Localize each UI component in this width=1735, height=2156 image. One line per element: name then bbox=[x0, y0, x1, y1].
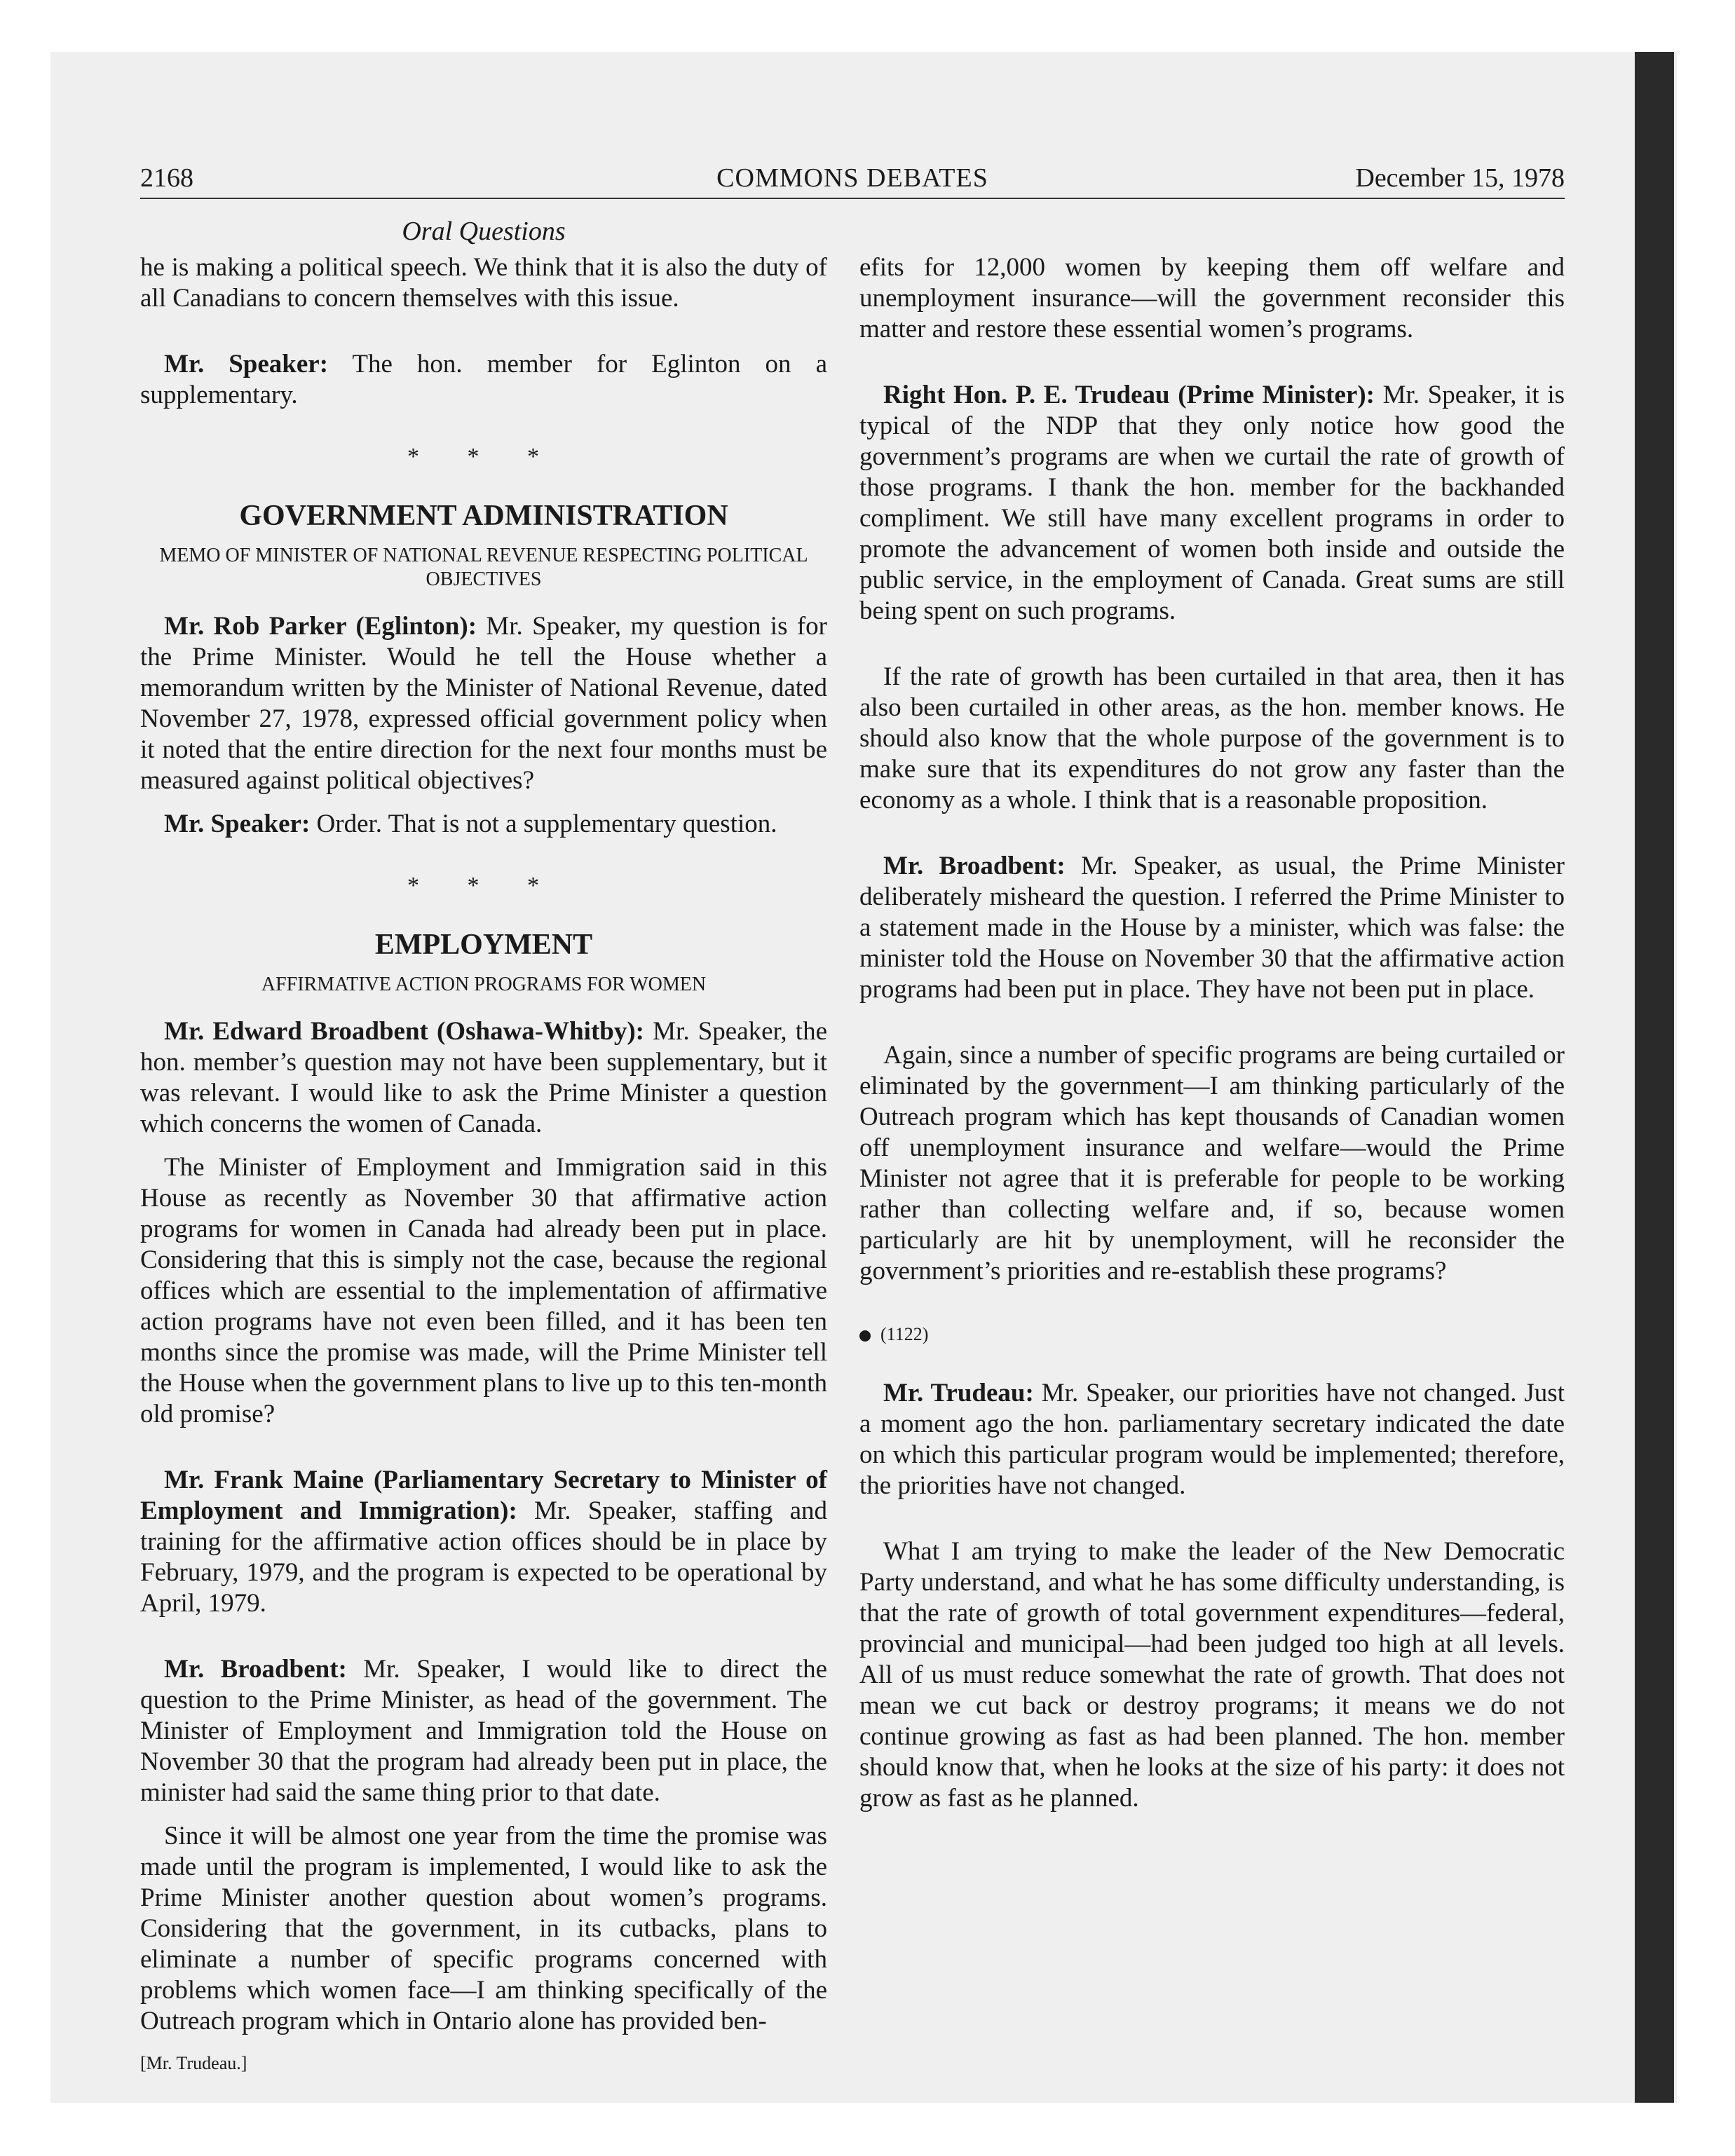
paragraph bbox=[140, 1016, 827, 1140]
speech-text: The hon. member for Eglinton on a supplementary. bbox=[140, 350, 827, 409]
section-heading: EMPLOYMENT bbox=[374, 929, 593, 961]
page-header bbox=[140, 163, 1565, 199]
speech-text: Mr. Speaker, our priorities have not changed. Just a moment ago the hon. parliamentary secretary indicated the date on which this particular program would be implemented; therefore, the priorities have not changed. bbox=[859, 1379, 1565, 1500]
paragraph: Since it will be almost one year from the time the promise was made until the program is implemented, I would like to ask the Prime Minister another question about women’s programs. Considering that the government, in its cutbacks, plans to eliminate a number of specific programs concerned with problems which women face—I am thinking specifically of the Outreach program which in Ontario alone has provided ben- bbox=[140, 1822, 827, 2035]
paragraph: efits for 12,000 women by keeping them off welfare and unemployment insurance—will the government reconsider this matter and restore these essential women’s programs. bbox=[859, 253, 1565, 343]
speaker-name: Mr. Trudeau: bbox=[883, 1379, 1034, 1407]
speech-text: Mr. Speaker, I would like to direct the question to the Prime Minister, as head of the government. The Minister of Employment and Immigration told the House on November 30 that the program had already been put in place, the minister had said the same thing prior to that date. bbox=[140, 1655, 827, 1807]
paragraph bbox=[140, 611, 827, 796]
speaker-name: Mr. Broadbent: bbox=[164, 1655, 347, 1684]
paragraph bbox=[140, 1465, 827, 1619]
speaker-name: Mr. Speaker: bbox=[164, 350, 329, 378]
speaker-name: Mr. Rob Parker (Eglinton): bbox=[164, 612, 477, 641]
paragraph: The Minister of Employment and Immigration said in this House as recently as November 30 that affirmative action programs for women in Canada had already been put in place. Considering that this is simply not the case, because the regional offices which are essential to the implementation of affirmative action programs have not even been filled, and it has been ten months since the promise was made, will the Prime Minister tell the House when the government plans to live up to this ten-month old promise? bbox=[140, 1153, 827, 1428]
paragraph bbox=[859, 380, 1565, 627]
speaker-name: Mr. Speaker: bbox=[164, 810, 311, 838]
speech-text: Mr. Speaker, my question is for the Prime Minister. Would he tell the House whether a memorandum written by the Minister of National Revenue, dated November 27, 1978, expressed official government policy when it noted that the entire direction for the next four months must be measured against political objectives? bbox=[140, 612, 827, 795]
speech-text: Mr. Speaker, the hon. member’s question may not have been supplementary, but it was relevant. I would like to ask the Prime Minister a question which concerns the women of Canada. bbox=[140, 1017, 827, 1138]
speaker-name: Mr. Broadbent: bbox=[883, 852, 1066, 880]
paragraph: If the rate of growth has been curtailed in that area, then it has also been curtailed in other areas, as the hon. member knows. He should also know that the whole purpose of the government is to make sure that its expenditures do not grow any faster than the economy as a whole. I think that is a reasonable proposition. bbox=[859, 662, 1565, 814]
section-label: Oral Questions bbox=[402, 217, 566, 246]
paragraph: What I am trying to make the leader of the New Democratic Party understand, and what he has some difficulty understanding, is that the rate of growth of total government expenditures—federal, provincial and municipal—had been judged too high at all levels. All of us must reduce somewhat the rate of growth. That does not mean we cut back or destroy programs; it means we do not continue growing as fast as had been planned. The hon. member should know that, when he looks at the size of his party: it does not grow as fast as he planned. bbox=[859, 1537, 1565, 1813]
paragraph: Again, since a number of specific programs are being curtailed or eliminated by the government—I am thinking particularly of the Outreach program which has kept thousands of Canadian women off unemployment insurance and welfare—would the Prime Minister not agree that it is preferable for people to be working rather than collecting welfare and, if so, because women particularly are hit by unemployment, will he reconsider the government’s priorities and re-establish these programs? bbox=[859, 1041, 1565, 1285]
time-marker bbox=[859, 1319, 1565, 1350]
footnote: [Mr. Trudeau.] bbox=[140, 2053, 247, 2073]
speech-text: Order. That is not a supplementary question. bbox=[310, 810, 777, 838]
section-subheading: AFFIRMATIVE ACTION PROGRAMS FOR WOMEN bbox=[261, 974, 707, 995]
section-heading: GOVERNMENT ADMINISTRATION bbox=[239, 500, 728, 532]
speech-text: Mr. Speaker, as usual, the Prime Minister deliberately misheard the question. I referred the Prime Minister to a statement made in the House by a minister, which was false: the minister told the House on November 30 that the affirmative action programs had been put in place. They have not been put in place. bbox=[859, 852, 1565, 1004]
paragraph bbox=[140, 809, 827, 840]
speech-text: Mr. Speaker, staffing and training for the affirmative action offices should be in place by February, 1979, and the program is expected to be operational by April, 1979. bbox=[140, 1496, 827, 1618]
speaker-name: Mr. Edward Broadbent (Oshawa-Whitby): bbox=[164, 1017, 645, 1046]
left-column bbox=[140, 252, 827, 2079]
speaker-name: Mr. Frank Maine (Parliamentary Secretary to Minister of Employment and Immigration): bbox=[140, 1466, 827, 1525]
section-separator: * * * bbox=[407, 873, 560, 899]
section-separator: * * * bbox=[407, 444, 560, 470]
speech-text: Mr. Speaker, it is typical of the NDP that they only notice how good the government’s programs are when we curtail the rate of growth of those programs. I thank the hon. member for the backhanded compliment. We still have many excellent programs in order to promote the advancement of women both inside and outside the public service, in the employment of Canada. Great sums are still being spent on such programs. bbox=[859, 381, 1565, 625]
right-column bbox=[859, 252, 1565, 1814]
paragraph bbox=[859, 851, 1565, 1005]
paragraph bbox=[140, 349, 827, 411]
page-date: December 15, 1978 bbox=[1355, 163, 1565, 193]
page-number: 2168 bbox=[140, 163, 193, 193]
paragraph bbox=[140, 1654, 827, 1808]
section-subheading: MEMO OF MINISTER OF NATIONAL REVENUE RESPECTING POLITICAL OBJECTIVES bbox=[159, 545, 808, 590]
speaker-name: Right Hon. P. E. Trudeau (Prime Minister): bbox=[883, 381, 1375, 409]
binding-edge bbox=[1635, 52, 1674, 2103]
publication-title: COMMONS DEBATES bbox=[716, 163, 988, 193]
paragraph: he is making a political speech. We think that it is also the duty of all Canadians to concern themselves with this issue. bbox=[140, 253, 827, 313]
paragraph bbox=[859, 1378, 1565, 1501]
bullet-icon bbox=[859, 1330, 871, 1342]
time-marker-text: (1122) bbox=[880, 1324, 929, 1344]
